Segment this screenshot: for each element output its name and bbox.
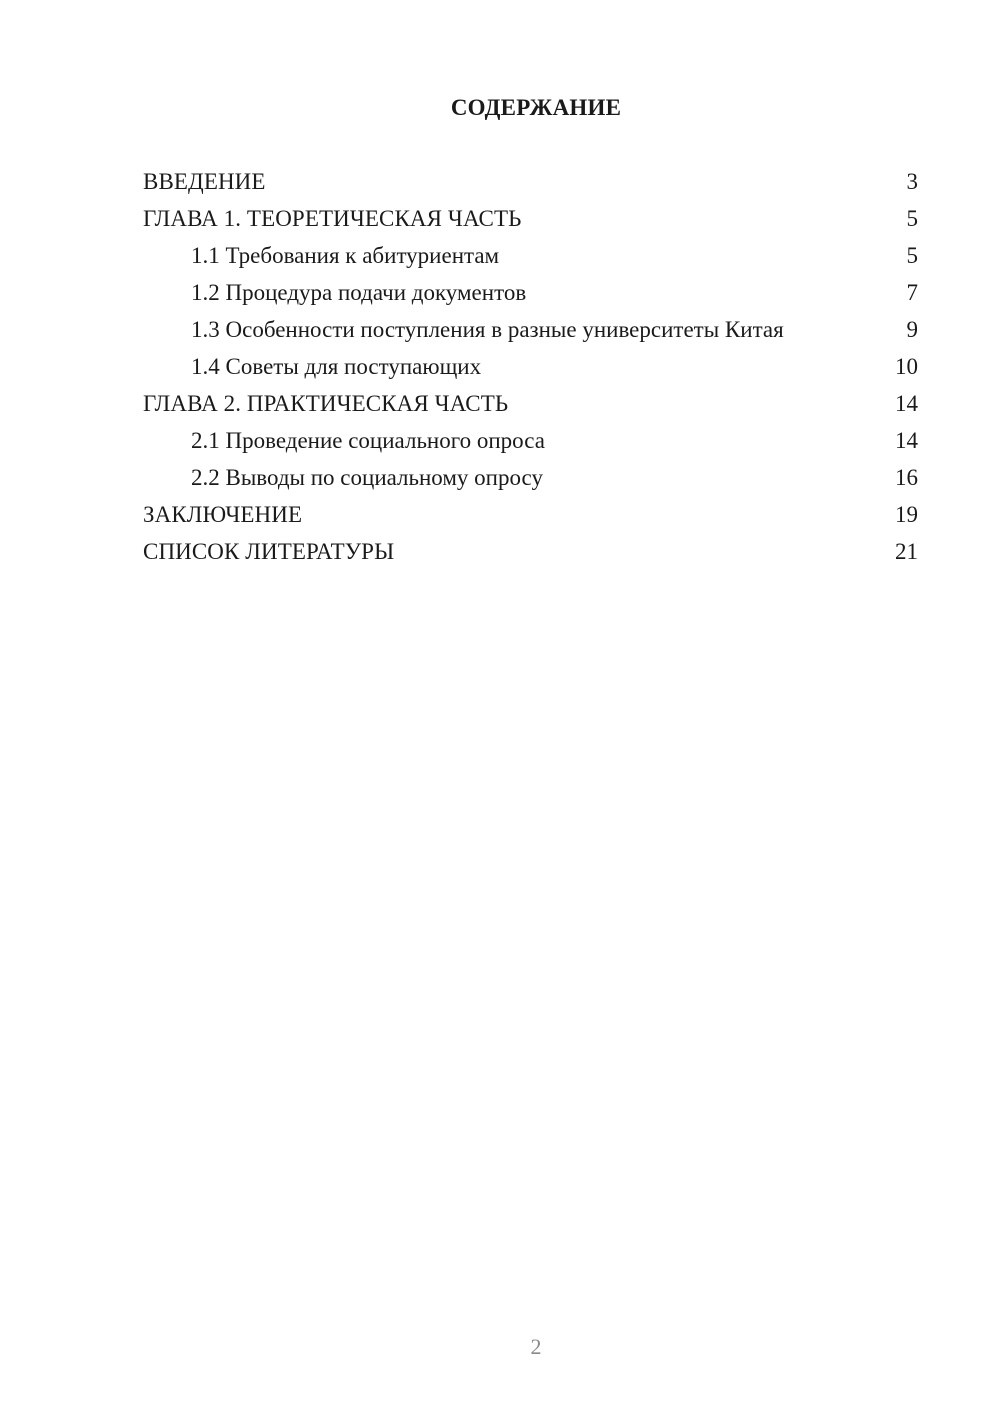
toc-entry-chapter-1[interactable]	[143, 205, 918, 232]
toc-entry-section-1-1[interactable]	[143, 242, 918, 269]
toc-entry-page: 5	[906, 243, 918, 268]
toc-entry-section-2-1[interactable]	[143, 427, 918, 454]
toc-entry-page: 10	[895, 354, 918, 379]
toc-entry-introduction[interactable]	[143, 168, 918, 195]
toc-entry-section-1-2[interactable]	[143, 279, 918, 306]
toc-entry-label: ГЛАВА 1. ТЕОРЕТИЧЕСКАЯ ЧАСТЬ	[143, 206, 522, 231]
page-number: 2	[530, 1334, 542, 1359]
toc-entry-label: 2.2 Выводы по социальному опросу	[191, 465, 543, 490]
toc-entry-label: 2.1 Проведение социального опроса	[191, 428, 545, 453]
toc-entry-label: СПИСОК ЛИТЕРАТУРЫ	[143, 539, 395, 564]
toc-entry-section-2-2[interactable]	[143, 464, 918, 491]
toc-entry-page: 7	[906, 280, 918, 305]
toc-entry-page: 16	[895, 465, 918, 490]
toc-entry-page: 14	[895, 428, 918, 453]
toc-entry-label: 1.2 Процедура подачи документов	[191, 280, 527, 305]
toc-title: СОДЕРЖАНИЕ	[450, 95, 622, 120]
toc-entry-label: 1.4 Советы для поступающих	[191, 354, 482, 379]
toc-entry-page: 19	[895, 502, 918, 527]
toc-entry-label: 1.3 Особенности поступления в разные университеты Китая	[191, 317, 784, 342]
toc-entry-page: 9	[906, 317, 918, 342]
toc-entry-page: 14	[895, 391, 918, 416]
toc-entry-label: ЗАКЛЮЧЕНИЕ	[143, 502, 303, 527]
table-of-contents	[143, 168, 918, 575]
toc-entry-label: ГЛАВА 2. ПРАКТИЧЕСКАЯ ЧАСТЬ	[143, 391, 509, 416]
toc-entry-section-1-3[interactable]	[143, 316, 918, 343]
toc-entry-label: ВВЕДЕНИЕ	[143, 169, 266, 194]
toc-entry-conclusion[interactable]	[143, 501, 918, 528]
toc-entry-page: 21	[895, 539, 918, 564]
toc-entry-label: 1.1 Требования к абитуриентам	[191, 243, 500, 268]
toc-entry-bibliography[interactable]	[143, 538, 918, 565]
toc-entry-section-1-4[interactable]	[143, 353, 918, 380]
toc-entry-chapter-2[interactable]	[143, 390, 918, 417]
toc-entry-page: 5	[906, 206, 918, 231]
toc-entry-page: 3	[906, 169, 918, 194]
